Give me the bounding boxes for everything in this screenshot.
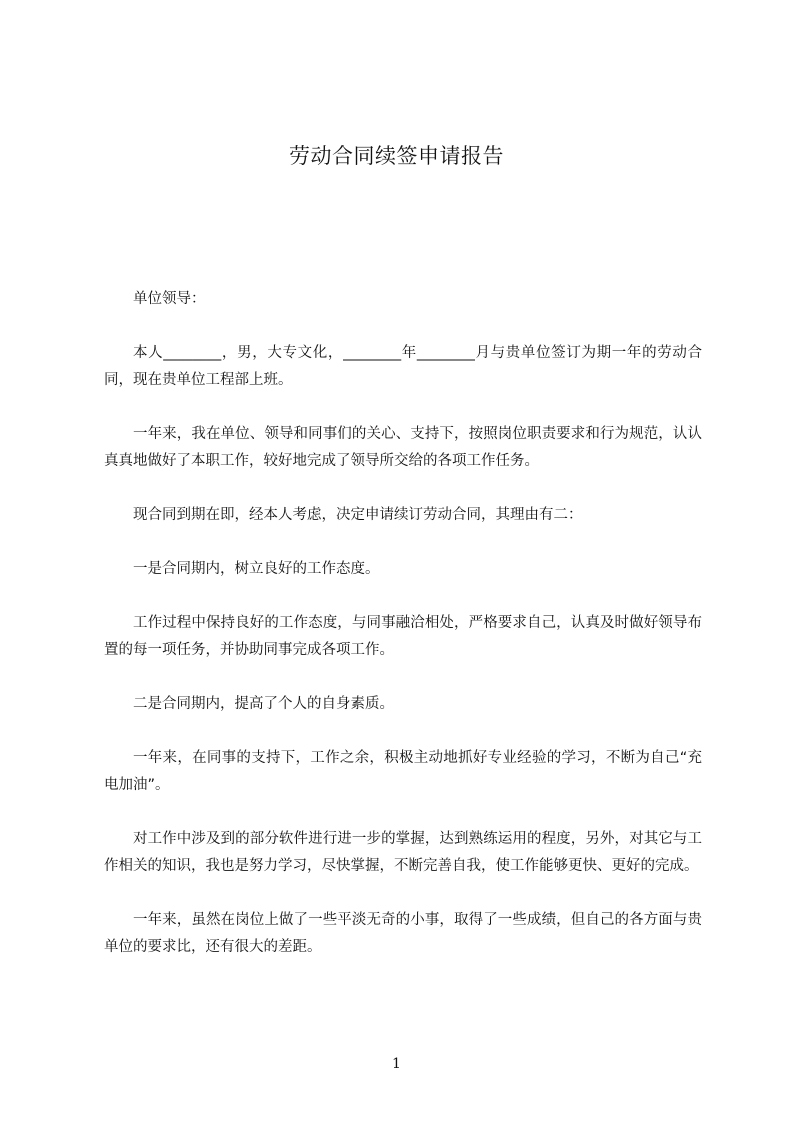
page-number: 1 (392, 1056, 401, 1072)
paragraph-intro: 本人________，男，大专文化，________年________月与贵单位签订为期一年的劳动合同，现在贵单位工程部上班。 (104, 345, 702, 388)
paragraph-summary: 一年来，虽然在岗位上做了一些平淡无奇的小事，取得了一些成绩，但自己的各方面与贵单位的要求比，还有很大的差距。 (104, 912, 702, 955)
paragraph-reason-two-heading: 二是合同期内，提高了个人的自身素质。 (133, 696, 394, 712)
document-body (104, 286, 702, 988)
document-title: 劳动合同续签申请报告 (289, 144, 504, 168)
paragraph-reason-one-detail: 工作过程中保持良好的工作态度，与同事融洽相处，严格要求自己，认真及时做好领导布置的每一项任务，并协助同事完成各项工作。 (104, 615, 702, 658)
paragraph-reason-one-heading: 一是合同期内，树立良好的工作态度。 (133, 561, 380, 577)
paragraph-reason-two-detail: 一年来，在同事的支持下，工作之余，积极主动地抓好专业经验的学习，不断为自己“充电加油”。 (104, 750, 702, 793)
paragraph-past-year: 一年来，我在单位、领导和同事们的关心、支持下，按照岗位职责要求和行为规范，认认真真地做好了本职工作，较好地完成了领导所交给的各项工作任务。 (104, 426, 702, 469)
paragraph-decision: 现合同到期在即，经本人考虑，决定申请续订劳动合同，其理由有二： (133, 507, 583, 523)
paragraph-software-skills: 对工作中涉及到的部分软件进行进一步的掌握，达到熟练运用的程度，另外，对其它与工作相关的知识，我也是努力学习，尽快掌握，不断完善自我，使工作能够更快、更好的完成。 (104, 831, 702, 874)
salutation: 单位领导： (133, 291, 206, 307)
